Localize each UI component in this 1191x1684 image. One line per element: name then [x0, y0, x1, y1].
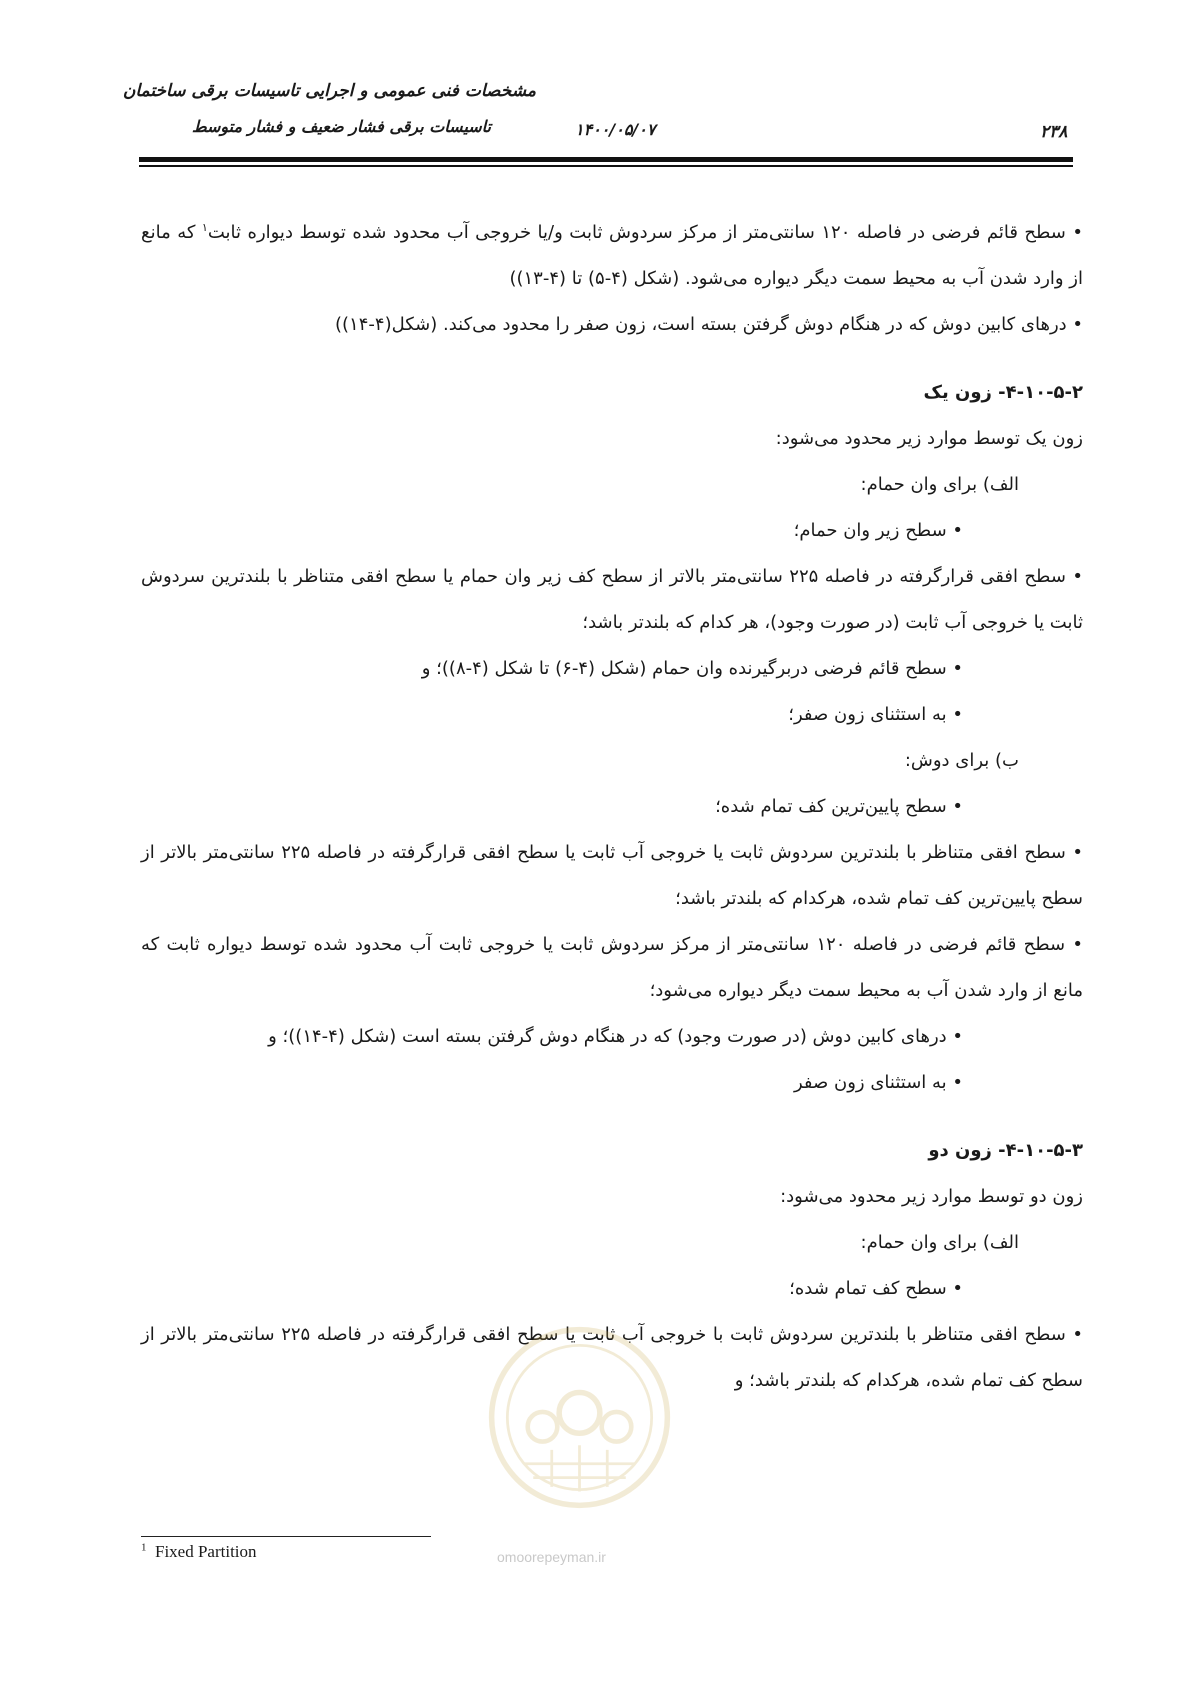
watermark-url: omoorepeyman.ir	[497, 1549, 606, 1565]
intro-bullet-2: • درهای کابین دوش که در هنگام دوش گرفتن بسته است، زون صفر را محدود می‌کند. (شکل(۴-۱۴))	[141, 302, 1083, 348]
watermark-seal-icon	[487, 1325, 672, 1510]
zone2-heading: ۴-۱۰-۵-۳- زون دو	[928, 1140, 1083, 1161]
zone1-b-item-2: • سطح افقی متناظر با بلندترین سردوش ثابت یا خروجی آب ثابت یا سطح افقی قرارگرفته در فاصله ۲۲۵ سانتی‌متر بالاتر از سطح پایین‌ترین کف تمام شده، هرکدام که بلندتر باشد؛	[141, 830, 1083, 922]
zone1-b-label: ب) برای دوش:	[904, 750, 1019, 771]
header-date: ۱۴۰۰/۰۵/۰۷	[575, 120, 656, 139]
zone1-b-item-4: • درهای کابین دوش (در صورت وجود) که در هنگام دوش گرفتن بسته است (شکل (۴-۱۴))؛ و	[141, 1014, 963, 1060]
footnote-rule	[141, 1536, 431, 1537]
header-title: مشخصات فنی عمومی و اجرایی تاسیسات برقی ساختمان	[122, 81, 536, 101]
zone1-lead: زون یک توسط موارد زیر محدود می‌شود:	[775, 428, 1083, 449]
body-content	[141, 210, 1083, 1404]
zone2-a-item-1: • سطح کف تمام شده؛	[141, 1266, 963, 1312]
zone1-heading: ۴-۱۰-۵-۲- زون یک	[923, 382, 1083, 403]
zone1-a-item-3: • سطح قائم فرضی دربرگیرنده وان حمام (شکل (۴-۶) تا شکل (۴-۸))؛ و	[141, 646, 963, 692]
zone1-b-item-3: • سطح قائم فرضی در فاصله ۱۲۰ سانتی‌متر از مرکز سردوش ثابت یا خروجی ثابت آب محدود شده توسط دیواره ثابت که مانع از وارد شدن آب به محیط سمت دیگر دیواره می‌شود؛	[141, 922, 1083, 1014]
zone1-a-item-4: • به استثنای زون صفر؛	[141, 692, 963, 738]
footnote-number: 1	[141, 1541, 147, 1554]
header-subtitle: تاسیسات برقی فشار ضعیف و فشار متوسط	[191, 117, 491, 136]
footnote-text: Fixed Partition	[155, 1542, 257, 1561]
intro-bullet-1	[141, 210, 1083, 302]
intro-bullet-1-text: سطح قائم فرضی در فاصله ۱۲۰ سانتی‌متر از مرکز سردوش ثابت و/یا خروجی آب محدود شده توسط دیواره ثابت	[207, 222, 1066, 243]
zone1-b-item-1: • سطح پایین‌ترین کف تمام شده؛	[141, 784, 963, 830]
header-rule-thin	[139, 165, 1073, 167]
header-rule-thick	[139, 157, 1073, 162]
zone2-lead: زون دو توسط موارد زیر محدود می‌شود:	[780, 1186, 1083, 1207]
footnote-ref: ۱	[201, 221, 208, 234]
zone2-a-label: الف) برای وان حمام:	[860, 1232, 1019, 1253]
footnote	[141, 1542, 257, 1562]
page-number: ۲۳۸	[1040, 122, 1068, 142]
zone1-a-item-2: • سطح افقی قرارگرفته در فاصله ۲۲۵ سانتی‌متر بالاتر از سطح کف زیر وان حمام یا سطح افقی متناظر با بلندترین سردوش ثابت یا خروجی آب ثابت (در صورت وجود)، هر کدام که بلندتر باشد؛	[141, 554, 1083, 646]
zone2-a-item-2: • سطح افقی متناظر با بلندترین سردوش ثابت با خروجی آب ثابت یا سطح افقی قرارگرفته در فاصله ۲۲۵ سانتی‌متر بالاتر از سطح کف تمام شده، هرکدام که بلندتر باشد؛ و	[141, 1312, 1083, 1404]
zone1-a-label: الف) برای وان حمام:	[860, 474, 1019, 495]
zone1-b-item-5: • به استثنای زون صفر	[141, 1060, 963, 1106]
intro-bullet-1-text-end: که مانع از وارد شدن آب به محیط سمت دیگر دیواره می‌شود. (شکل (۴-۵) تا (۴-۱۳))	[141, 222, 1083, 289]
zone1-a-item-1: • سطح زیر وان حمام؛	[141, 508, 963, 554]
